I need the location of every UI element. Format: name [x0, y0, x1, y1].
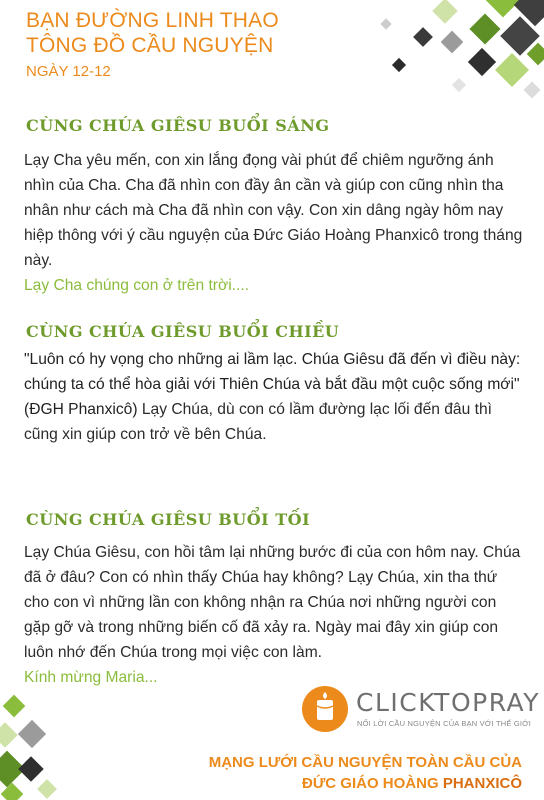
evening-closing: Kính mừng Maria... — [24, 669, 158, 686]
decorative-squares-bottom — [0, 690, 70, 800]
section-title-evening: CÙNG CHÚA GIÊSU BUỔI TỐI — [26, 510, 311, 529]
morning-text: Lạy Cha yêu mến, con xin lắng đọng vài phút để chiêm ngưỡng ánh nhìn của Cha. Cha đã nhìn con đầy ân cần và giúp con cũng nhìn tha nhân như cách mà Cha đã nhìn con vậy. Con xin dâng ngày hôm nay hiệp thông với ý cầu nguyện của Đức Giáo Hoàng Phanxicô trong tháng này. — [24, 152, 523, 269]
decorative-squares-top — [294, 0, 544, 110]
logo-name: CLICKTOPRAY — [356, 688, 540, 717]
afternoon-text: Lạy Chúa, dù con có lầm đường lạc lối đến đâu thì cũng xin giúp con trở về bên Chúa. — [24, 401, 492, 443]
page-header — [26, 8, 279, 80]
section-body-afternoon — [24, 347, 524, 447]
header-date: NGÀY 12-12 — [26, 63, 111, 80]
section-body-evening — [24, 540, 524, 690]
logo-tagline: NỐI LỜI CẦU NGUYỆN CỦA BẠN VỚI THẾ GIỚI — [357, 719, 532, 728]
morning-closing: Lạy Cha chúng con ở trên trời.... — [24, 277, 250, 294]
footer-line2 — [302, 775, 522, 792]
diamond-pattern — [380, 0, 544, 98]
footer-pope-name: PHANXICÔ — [442, 775, 522, 792]
header-title-line2: TÔNG ĐỒ CẦU NGUYỆN — [26, 34, 274, 57]
clicktopray-logo — [302, 686, 540, 734]
footer-line2-prefix: ĐỨC GIÁO HOÀNG — [302, 775, 443, 792]
afternoon-quote: "Luôn có hy vọng cho những ai lầm lạc. Chúa Giêsu đã đến vì điều này: chúng ta có thể hòa giải với Thiên Chúa và bắt đầu một cuộc sống mới" (ĐGH Phanxicô) — [24, 351, 521, 418]
logo-circle-icon — [302, 686, 348, 732]
header-title-line1: BẠN ĐƯỜNG LINH THAO — [26, 9, 279, 32]
section-title-afternoon: CÙNG CHÚA GIÊSU BUỔI CHIỀU — [26, 322, 340, 341]
section-title-morning: CÙNG CHÚA GIÊSU BUỔI SÁNG — [26, 116, 330, 135]
footer-line1: MẠNG LƯỚI CẦU NGUYỆN TOÀN CẦU CỦA — [208, 754, 522, 771]
section-body-morning — [24, 148, 524, 298]
candle-icon — [302, 686, 348, 732]
evening-text: Lạy Chúa Giêsu, con hồi tâm lại những bước đi của con hôm nay. Chúa đã ở đâu? Con có nhìn thấy Chúa hay không? Lạy Chúa, xin tha thứ cho con vì những lần con không nhận ra Chúa nơi những người con gặp gỡ và trong những biến cố đã xảy ra. Ngày mai đây xin giúp con luôn nhớ đến Chúa trong mọi việc con làm. — [24, 544, 521, 661]
